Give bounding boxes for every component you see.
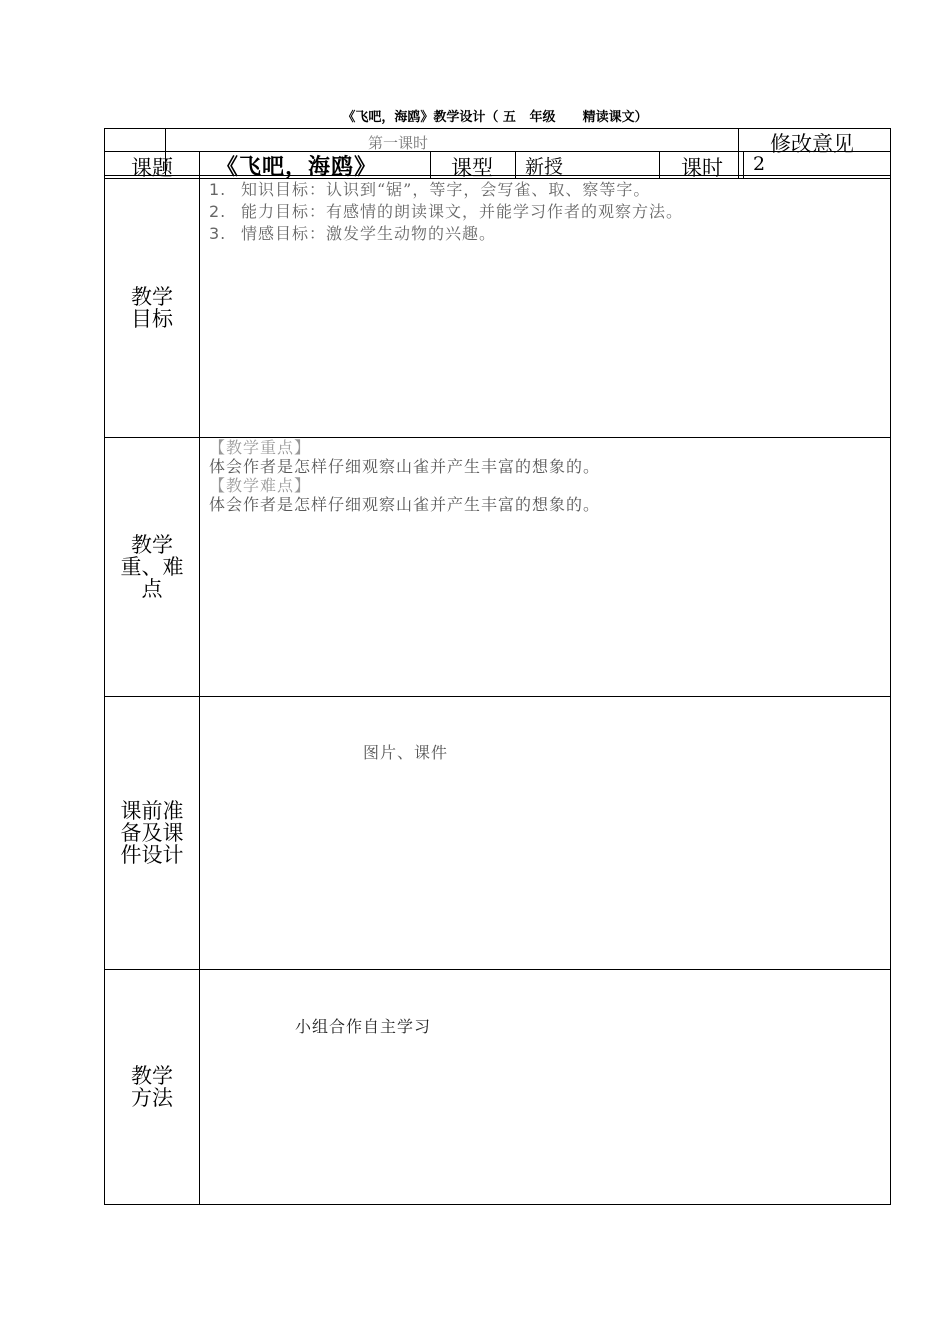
difficulty-heading: 【教学难点】	[209, 476, 312, 495]
methods-label: 教学 方法	[131, 1064, 173, 1110]
list-item: 1. 知识目标：认识到“锯”，等字，会写雀、取、察等字。	[209, 180, 651, 199]
key-points-content	[209, 438, 600, 514]
list-item: 3. 情感目标：激发学生动物的兴趣。	[209, 224, 497, 243]
list-item: 2. 能力目标：有感情的朗读课文，并能学习作者的观察方法。	[209, 202, 684, 221]
session-label: 第一课时	[368, 134, 429, 152]
objectives-label: 教学 目标	[131, 285, 173, 331]
methods-text: 小组合作自主学习	[295, 1017, 432, 1036]
topic-value: 《飞吧，海鸥》	[216, 155, 378, 180]
hours-value: 2	[753, 153, 766, 175]
objectives-list	[209, 179, 683, 245]
revision-notes-header: 修改意见	[770, 132, 854, 156]
topic-label: 课题	[131, 156, 173, 180]
hours-label: 课时	[681, 156, 723, 180]
document-title: 《飞吧，海鸥》教学设计（ 五 年级 精读课文）	[342, 110, 648, 125]
focus-text: 体会作者是怎样仔细观察山雀并产生丰富的想象的。	[209, 457, 601, 476]
difficulty-text: 体会作者是怎样仔细观察山雀并产生丰富的想象的。	[209, 495, 601, 514]
focus-heading: 【教学重点】	[209, 438, 312, 457]
key-points-label: 教学 重、难 点	[120, 533, 184, 601]
preparation-label: 课前准 备及课 件设计	[120, 799, 184, 867]
type-label: 课型	[451, 156, 493, 180]
type-value: 新授	[525, 156, 564, 178]
preparation-text: 图片、课件	[363, 743, 449, 762]
